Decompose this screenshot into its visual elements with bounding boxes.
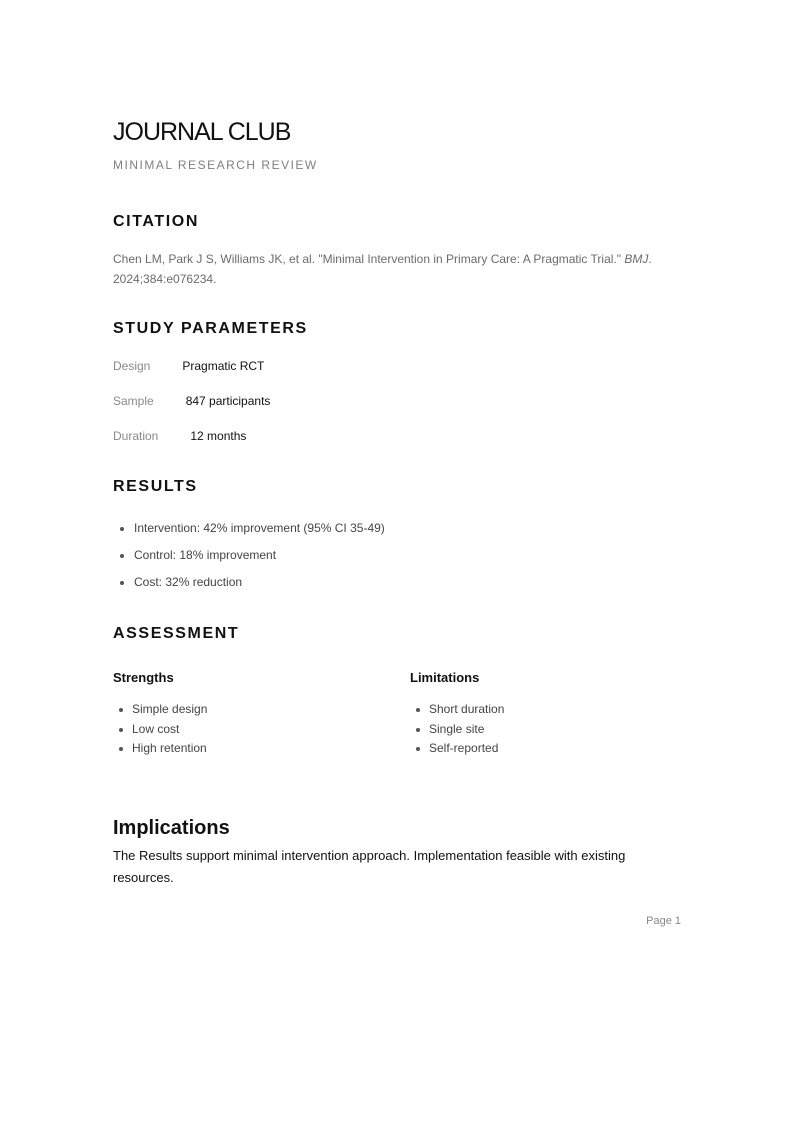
implications-title: Implications: [113, 817, 230, 839]
list-item: Control: 18% improvement: [113, 547, 385, 574]
limitations-column: [410, 669, 504, 760]
document-subtitle: MINIMAL RESEARCH REVIEW: [113, 158, 318, 172]
strengths-column: [113, 669, 207, 760]
list-item: Short duration: [410, 701, 504, 721]
list-item: Intervention: 42% improvement (95% CI 35-49): [113, 520, 385, 547]
implications-text: The Results support minimal intervention approach. Implementation feasible with existing resources.: [113, 848, 626, 885]
limitations-title: Limitations: [410, 670, 480, 685]
list-item: Single site: [410, 721, 504, 741]
list-item: High retention: [113, 740, 207, 760]
results-heading: RESULTS: [113, 478, 198, 495]
param-sample: [113, 394, 270, 408]
page-number: Page 1: [646, 915, 681, 927]
limitations-list: [410, 701, 504, 760]
document-title: JOURNAL CLUB: [113, 118, 291, 146]
param-duration: [113, 429, 246, 443]
strengths-list: [113, 701, 207, 760]
citation-authors-title: Chen LM, Park J S, Williams JK, et al. "Minimal Intervention in Primary Care: A Pragmatic Trial.": [113, 252, 625, 266]
param-design: [113, 359, 264, 373]
citation-details: . 2024;384:e076234.: [113, 252, 652, 286]
list-item: Self-reported: [410, 740, 504, 760]
study-parameters-heading: STUDY PARAMETERS: [113, 320, 308, 337]
citation-text: [113, 250, 673, 289]
param-value: Pragmatic RCT: [182, 359, 265, 373]
param-label: Design: [113, 359, 151, 373]
param-value: 12 months: [190, 429, 247, 443]
param-label: Sample: [113, 394, 154, 408]
citation-journal: BMJ: [624, 252, 649, 266]
param-label: Duration: [113, 429, 159, 443]
list-item: Cost: 32% reduction: [113, 574, 385, 601]
results-list: [113, 520, 385, 601]
list-item: Simple design: [113, 701, 207, 721]
assessment-heading: ASSESSMENT: [113, 625, 240, 642]
list-item: Low cost: [113, 721, 207, 741]
citation-heading: CITATION: [113, 213, 199, 230]
strengths-title: Strengths: [113, 670, 174, 685]
param-value: 847 participants: [185, 394, 271, 408]
